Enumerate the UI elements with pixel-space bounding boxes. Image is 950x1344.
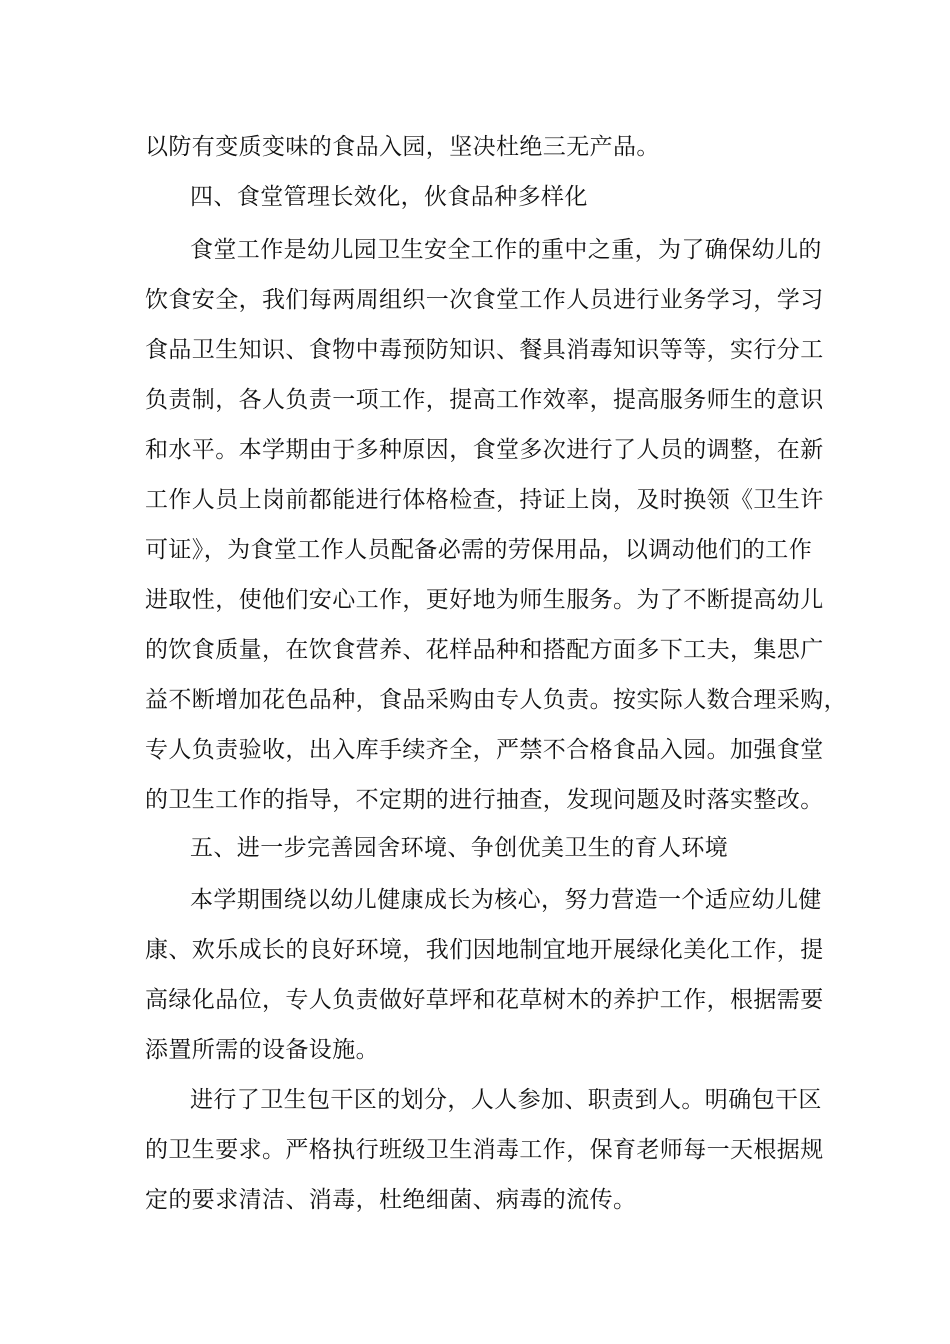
section-heading: 四、食堂管理长效化，伙食品种多样化 [190, 184, 588, 210]
text-line: 添置所需的设备设施。 [145, 1037, 379, 1063]
text-line: 高绿化品位，专人负责做好草坪和花草树木的养护工作，根据需要 [145, 987, 824, 1013]
text-line: 康、欢乐成长的良好环境，我们因地制宜地开展绿化美化工作，提 [145, 937, 824, 963]
text-line: 的卫生工作的指导，不定期的进行抽查，发现问题及时落实整改。 [145, 787, 824, 813]
text-line: 进行了卫生包干区的划分，人人参加、职责到人。明确包干区 [190, 1087, 822, 1113]
text-line: 以防有变质变味的食品入园，坚决杜绝三无产品。 [145, 134, 660, 160]
text-line: 进取性，使他们安心工作，更好地为师生服务。为了不断提高幼儿 [145, 587, 824, 613]
text-line: 可证》，为食堂工作人员配备必需的劳保用品，以调动他们的工作 [145, 537, 813, 563]
text-line: 专人负责验收，出入库手续齐全，严禁不合格食品入园。加强食堂 [145, 737, 824, 763]
text-line: 定的要求清洁、消毒，杜绝细菌、病毒的流传。 [145, 1187, 637, 1213]
text-line: 的饮食质量，在饮食营养、花样品种和搭配方面多下工夫，集思广 [145, 637, 824, 663]
text-line: 负责制，各人负责一项工作，提高工作效率，提高服务师生的意识 [145, 387, 824, 413]
text-line: 益不断增加花色品种，食品采购由专人负责。按实际人数合理采购， [145, 687, 847, 713]
text-line: 饮食安全，我们每两周组织一次食堂工作人员进行业务学习，学习 [145, 287, 824, 313]
text-line: 和水平。本学期由于多种原因，食堂多次进行了人员的调整，在新 [145, 437, 824, 463]
text-line: 的卫生要求。严格执行班级卫生消毒工作，保育老师每一天根据规 [145, 1137, 824, 1163]
section-heading: 五、进一步完善园舍环境、争创优美卫生的育人环境 [190, 835, 729, 861]
text-line: 食品卫生知识、食物中毒预防知识、餐具消毒知识等等，实行分工 [145, 337, 824, 363]
text-line: 本学期围绕以幼儿健康成长为核心，努力营造一个适应幼儿健 [190, 887, 822, 913]
text-line: 工作人员上岗前都能进行体格检查，持证上岗，及时换领《卫生许 [145, 487, 824, 513]
text-line: 食堂工作是幼儿园卫生安全工作的重中之重，为了确保幼儿的 [190, 237, 822, 263]
